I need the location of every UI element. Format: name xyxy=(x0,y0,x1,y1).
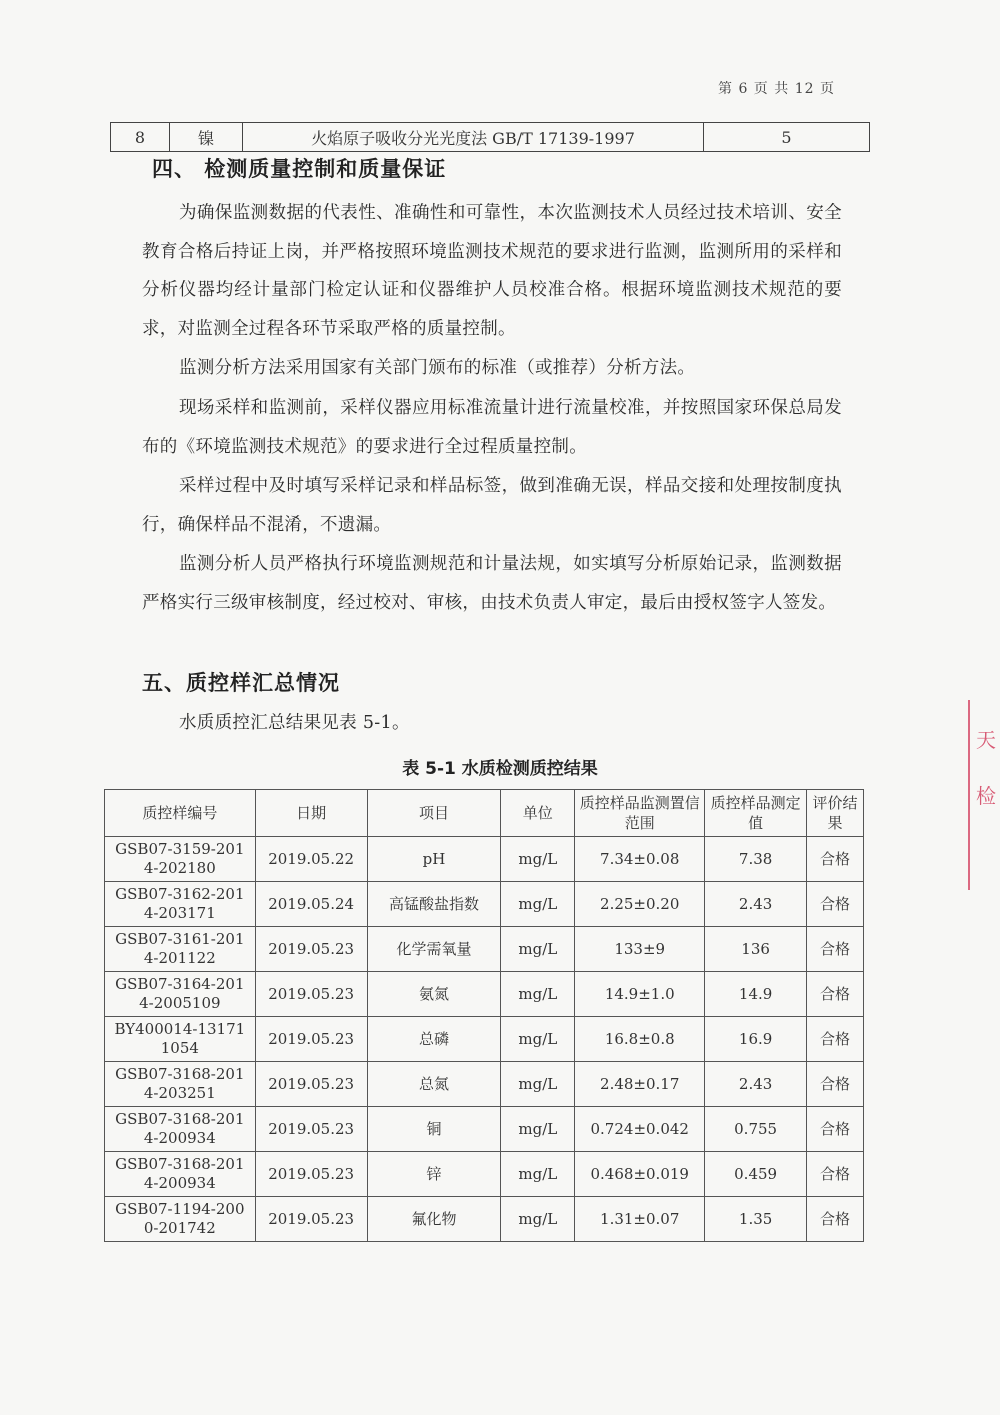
cell-measured-value: 0.755 xyxy=(705,1107,807,1152)
cell-date: 2019.05.23 xyxy=(255,1062,367,1107)
section4-title: 四、 检测质量控制和质量保证 xyxy=(152,157,447,181)
cell-unit: mg/L xyxy=(501,1107,575,1152)
cell-unit: mg/L xyxy=(501,1062,575,1107)
cell-date: 2019.05.23 xyxy=(255,1197,367,1242)
cell-measured-value: 0.459 xyxy=(705,1152,807,1197)
cell-measured-value: 2.43 xyxy=(705,1062,807,1107)
cell-unit: mg/L xyxy=(501,882,575,927)
cell-sample-id: GSB07-3162-2014-203171 xyxy=(105,882,256,927)
cell-evaluation: 合格 xyxy=(807,837,864,882)
table-row xyxy=(105,927,864,972)
cell-date: 2019.05.23 xyxy=(255,1152,367,1197)
cell-item: 化学需氧量 xyxy=(367,927,501,972)
section4-paragraph-1: 为确保监测数据的代表性、准确性和可靠性，本次监测技术人员经过技术培训、安全教育合格后持证上岗，并严格按照环境监测技术规范的要求进行监测，监测所用的采样和分析仪器均经计量部门检定认证和仪器维护人员校准合格。根据环境监测技术规范的要求，对监测全过程各环节采取严格的质量控制。 xyxy=(142,203,842,339)
cell-date: 2019.05.23 xyxy=(255,1107,367,1152)
cell-unit: mg/L xyxy=(501,1017,575,1062)
cell-sample-id: GSB07-1194-2000-201742 xyxy=(105,1197,256,1242)
cell-sample-id: GSB07-3168-2014-200934 xyxy=(105,1107,256,1152)
header-evaluation: 评价结果 xyxy=(807,790,864,837)
cell-measured-value: 136 xyxy=(705,927,807,972)
section5-title: 五、质控样汇总情况 xyxy=(142,671,340,695)
cell-evaluation: 合格 xyxy=(807,1197,864,1242)
cell-item: pH xyxy=(367,837,501,882)
cell-item: 锌 xyxy=(367,1152,501,1197)
cell-sample-id: GSB07-3164-2014-2005109 xyxy=(105,972,256,1017)
section4-paragraph-3: 现场采样和监测前，采样仪器应用标准流量计进行流量校准，并按照国家环保总局发布的《环境监测技术规范》的要求进行全过程质量控制。 xyxy=(142,398,842,457)
cell-item: 总氮 xyxy=(367,1062,501,1107)
cell-evaluation: 合格 xyxy=(807,882,864,927)
cell-measured-value: 7.38 xyxy=(705,837,807,882)
cell-confidence-range: 7.34±0.08 xyxy=(575,837,705,882)
table-row xyxy=(105,1107,864,1152)
cell-unit: mg/L xyxy=(501,972,575,1017)
cell-confidence-range: 2.25±0.20 xyxy=(575,882,705,927)
cell-item: 高锰酸盐指数 xyxy=(367,882,501,927)
header-item: 项目 xyxy=(367,790,501,837)
cell-item: 总磷 xyxy=(367,1017,501,1062)
cell-confidence-range: 1.31±0.07 xyxy=(575,1197,705,1242)
cell-confidence-range: 0.468±0.019 xyxy=(575,1152,705,1197)
cell-date: 2019.05.23 xyxy=(255,927,367,972)
table-row xyxy=(105,972,864,1017)
header-confidence-range: 质控样品监测置信范围 xyxy=(575,790,705,837)
cell-sample-id: GSB07-3168-2014-200934 xyxy=(105,1152,256,1197)
table-row xyxy=(105,882,864,927)
page-indicator: 第 6 页 共 12 页 xyxy=(718,81,835,97)
cell-evaluation: 合格 xyxy=(807,1152,864,1197)
cell-evaluation: 合格 xyxy=(807,972,864,1017)
cell-date: 2019.05.22 xyxy=(255,837,367,882)
table-caption: 表 5-1 水质检测质控结果 xyxy=(402,759,598,779)
method-no: 8 xyxy=(111,123,170,152)
table-row xyxy=(105,837,864,882)
cell-item: 氨氮 xyxy=(367,972,501,1017)
section5-intro: 水质质控汇总结果见表 5-1。 xyxy=(179,713,410,733)
header-date: 日期 xyxy=(255,790,367,837)
method-limit: 5 xyxy=(704,123,870,152)
cell-unit: mg/L xyxy=(501,837,575,882)
cell-measured-value: 1.35 xyxy=(705,1197,807,1242)
cell-evaluation: 合格 xyxy=(807,927,864,972)
header-sample-id: 质控样编号 xyxy=(105,790,256,837)
table-header-row xyxy=(105,790,864,837)
cell-confidence-range: 14.9±1.0 xyxy=(575,972,705,1017)
cell-evaluation: 合格 xyxy=(807,1062,864,1107)
method-standard: 火焰原子吸收分光光度法 GB/T 17139-1997 xyxy=(243,123,704,152)
cell-measured-value: 14.9 xyxy=(705,972,807,1017)
cell-sample-id: BY400014-131711054 xyxy=(105,1017,256,1062)
cell-confidence-range: 0.724±0.042 xyxy=(575,1107,705,1152)
section4-paragraph-5: 监测分析人员严格执行环境监测规范和计量法规，如实填写分析原始记录，监测数据严格实行三级审核制度，经过校对、审核，由技术负责人审定，最后由授权签字人签发。 xyxy=(142,554,842,613)
cell-measured-value: 16.9 xyxy=(705,1017,807,1062)
section4-paragraph-2: 监测分析方法采用国家有关部门颁布的标准（或推荐）分析方法。 xyxy=(179,358,696,378)
table-row xyxy=(105,1062,864,1107)
method-item: 镍 xyxy=(170,123,243,152)
cell-date: 2019.05.23 xyxy=(255,972,367,1017)
cell-unit: mg/L xyxy=(501,927,575,972)
cell-evaluation: 合格 xyxy=(807,1107,864,1152)
table-row xyxy=(105,1152,864,1197)
cell-date: 2019.05.23 xyxy=(255,1017,367,1062)
table-row xyxy=(105,1017,864,1062)
header-measured-value: 质控样品测定值 xyxy=(705,790,807,837)
table-row xyxy=(105,1197,864,1242)
cell-unit: mg/L xyxy=(501,1152,575,1197)
section4-paragraph-4: 采样过程中及时填写采样记录和样品标签，做到准确无误，样品交接和处理按制度执行，确保样品不混淆，不遗漏。 xyxy=(142,476,842,535)
cell-date: 2019.05.24 xyxy=(255,882,367,927)
cell-measured-value: 2.43 xyxy=(705,882,807,927)
cell-confidence-range: 16.8±0.8 xyxy=(575,1017,705,1062)
cell-item: 铜 xyxy=(367,1107,501,1152)
cell-confidence-range: 133±9 xyxy=(575,927,705,972)
seal-stamp-text: 天检 xyxy=(976,728,996,808)
cell-confidence-range: 2.48±0.17 xyxy=(575,1062,705,1107)
cell-sample-id: GSB07-3159-2014-202180 xyxy=(105,837,256,882)
method-table-row xyxy=(110,122,870,152)
cell-unit: mg/L xyxy=(501,1197,575,1242)
header-unit: 单位 xyxy=(501,790,575,837)
cell-item: 氟化物 xyxy=(367,1197,501,1242)
qc-results-table xyxy=(104,789,864,1242)
cell-sample-id: GSB07-3161-2014-201122 xyxy=(105,927,256,972)
cell-evaluation: 合格 xyxy=(807,1017,864,1062)
cell-sample-id: GSB07-3168-2014-203251 xyxy=(105,1062,256,1107)
